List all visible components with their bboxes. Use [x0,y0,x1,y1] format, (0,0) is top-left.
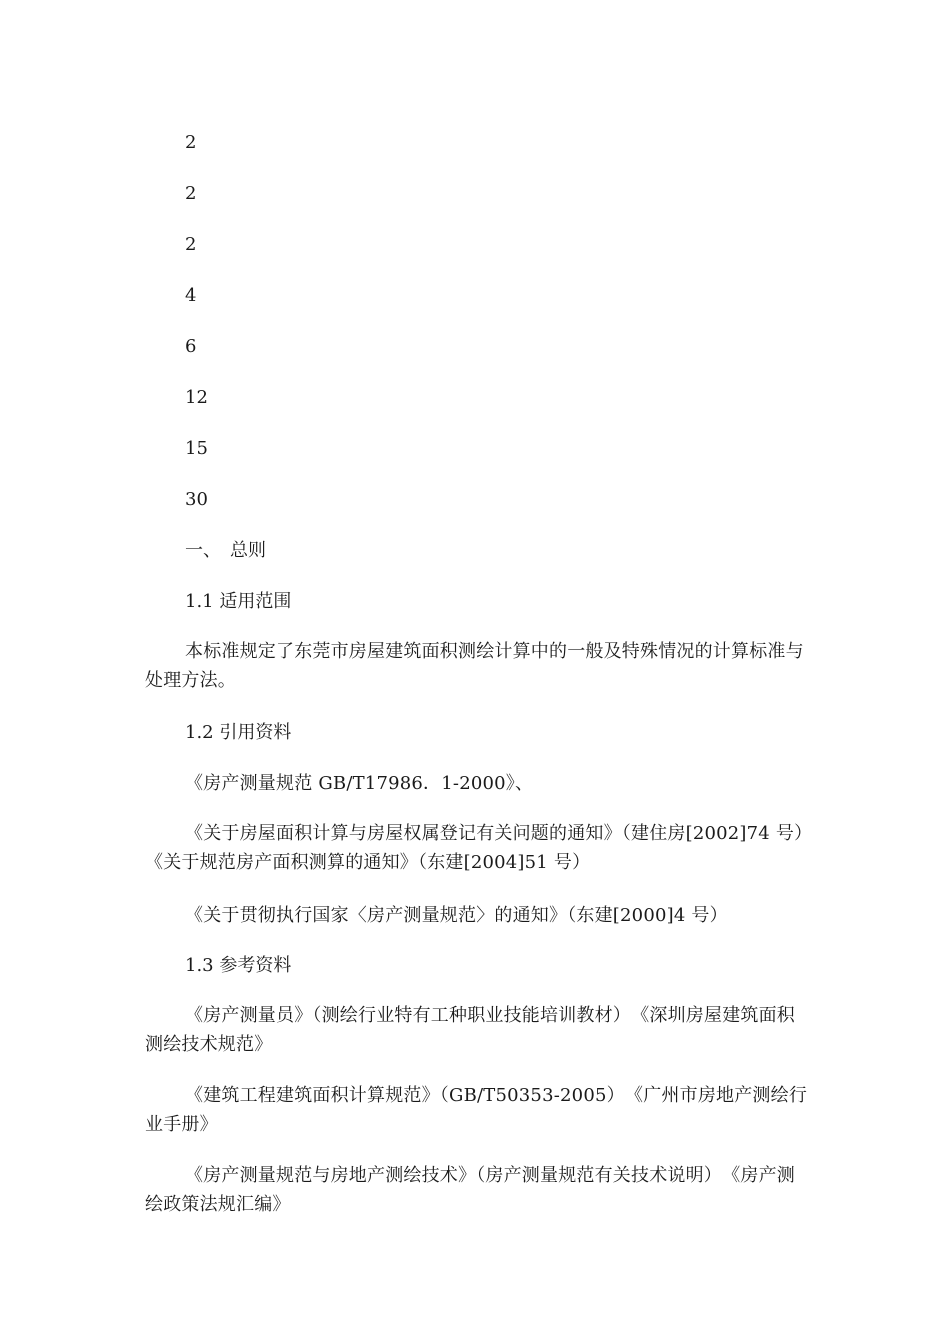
reference-item: 《房产测量规范 GB/T17986．1-2000》、 [185,773,534,794]
reference-item: 《关于贯彻执行国家〈房产测量规范〉的通知》（东建[2000]4 号） [185,905,728,926]
reference-item: 《建筑工程建筑面积计算规范》（GB/T50353-2005） 《广州市房地产测绘行业手册》 [145,1085,808,1135]
subsection-heading: 1.3 参考资料 [185,955,292,976]
toc-number: 15 [185,438,208,459]
toc-number: 2 [185,132,197,153]
paragraph: 本标准规定了东莞市房屋建筑面积测绘计算中的一般及特殊情况的计算标准与处理方法。 [145,641,804,691]
section-heading: 一、 总则 [185,540,266,561]
reference-item: 《房产测量员》（测绘行业特有工种职业技能培训教材） 《深圳房屋建筑面积测绘技术规范》 [145,1005,795,1055]
subsection-heading: 1.1 适用范围 [185,591,292,612]
toc-number: 12 [185,387,208,408]
reference-item: 《关于房屋面积计算与房屋权属登记有关问题的通知》（建住房[2002]74 号） 《关于规范房产面积测算的通知》（东建[2004]51 号） [145,823,822,873]
toc-number: 30 [185,489,208,510]
subsection-heading: 1.2 引用资料 [185,722,292,743]
reference-item: 《房产测量规范与房地产测绘技术》（房产测量规范有关技术说明） 《房产测绘政策法规汇编》 [145,1165,795,1215]
toc-number: 6 [185,336,197,357]
toc-number: 4 [185,285,197,306]
toc-number: 2 [185,234,197,255]
toc-number: 2 [185,183,197,204]
